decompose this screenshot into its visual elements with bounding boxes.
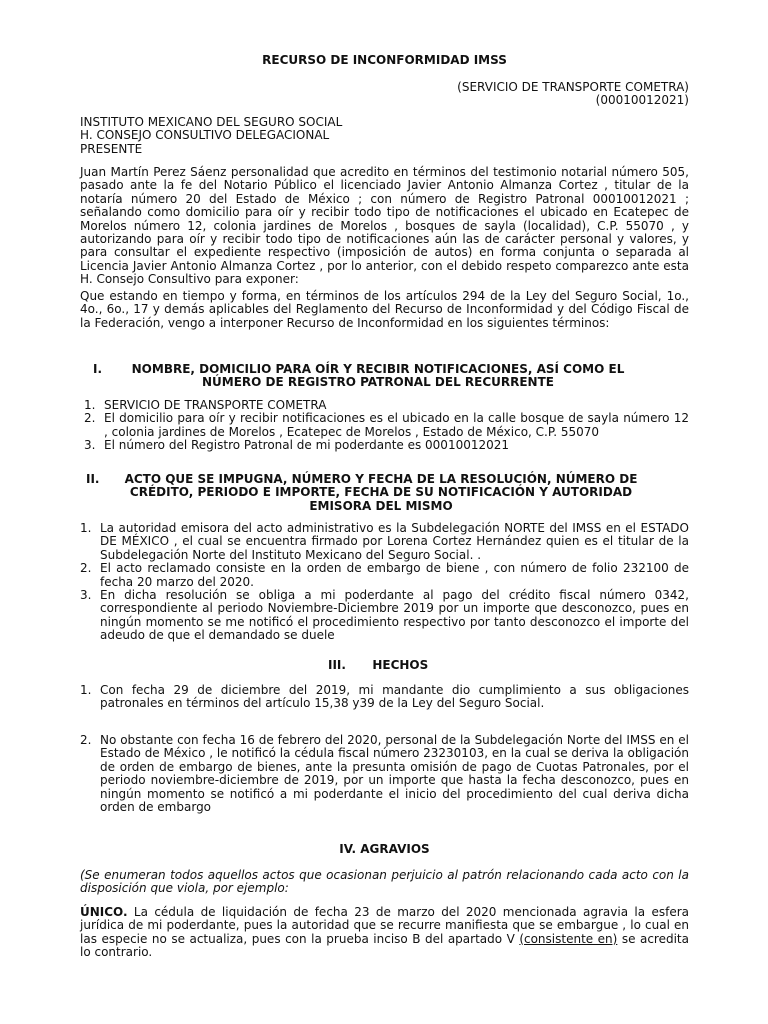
list-item: 1. Con fecha 29 de diciembre del 2019, mi mandante dio cumplimiento a sus obligaciones patronales en términos del artículo 15,38 y39 de la Ley del Seguro Social. [80, 683, 689, 711]
unico-text-end: se acredita lo contrario. [80, 931, 689, 960]
section-3-heading [328, 659, 458, 672]
registry-line: (00010012021) [595, 93, 689, 107]
second-paragraph: Que estando en tiempo y forma, en términos de los artículos 294 de la Ley del Seguro Social, 1o., 4o., 6o., 17 y demás aplicables del Reglamento del Recurso de Inconformidad y del Código Fiscal de la Federación, vengo a interponer Recurso de Inconformidad en los siguientes términos: [80, 289, 689, 330]
addressee-line: INSTITUTO MEXICANO DEL SEGURO SOCIAL [80, 115, 343, 129]
addressee-block [80, 116, 689, 156]
document-title: RECURSO DE INCONFORMIDAD IMSS [262, 53, 507, 67]
list-item: 2. No obstante con fecha 16 de febrero del 2020, personal de la Subdelegación Norte del IMSS en el Estado de México , le notificó la cédula fiscal número 23230103, en la cual se deriva la obligación de orden de embargo de bienes, ante la presunta omisión de pago de Cuotas Patronales, por el periodo noviembre-diciembre de 2019, por un importe que hasta la fecha desconozco, pues en ningún momento se notificó a mi poderdante el inicio del procedimiento del cual deriva dicha orden de embargo [80, 733, 689, 815]
heading-line: NÚMERO DE REGISTRO PATRONAL DEL RECURRENTE [202, 375, 554, 390]
heading-line: HECHOS [372, 658, 429, 672]
list-item: 2. El acto reclamado consiste en la orden de embargo de biene , con número de folio 232100 de fecha 20 marzo del 2020. [80, 561, 689, 589]
unico-paragraph [80, 906, 689, 960]
section-2-list [80, 522, 689, 643]
addressee-line: H. CONSEJO CONSULTIVO DELEGACIONAL [80, 128, 330, 143]
agravios-note: (Se enumeran todos aquellos actos que ocasionan perjuicio al patrón relacionando cada acto con la disposición que viola, por ejemplo: [80, 868, 689, 896]
list-item: 1. SERVICIO DE TRANSPORTE COMETRA [84, 398, 327, 412]
list-item: 2. El domicilio para oír y recibir notificaciones es el ubicado en la calle bosque de sayla número 12 , colonia jardines de Morelos , Ecatepec de Morelos , Estado de México, C.P. 55070 [84, 411, 689, 439]
section-1-heading [93, 363, 663, 390]
section-numeral: I. [93, 362, 103, 376]
heading-line: CRÉDITO, PERIODO E IMPORTE, FECHA DE SU NOTIFICACIÓN Y AUTORIDAD [129, 485, 633, 500]
intro-paragraph: Juan Martín Perez Sáenz personalidad que acredito en términos del testimonio notarial número 505, pasado ante la fe del Notario Público el licenciado Javier Antonio Almanza Cortez , titular de la notaría número 20 del Estado de México ; con número de Registro Patronal 00010012021 ; señalando como domicilio para oír y recibir todo tipo de notificaciones el ubicado en Ecatepec de Morelos número 12, colonia jardines de Morelos , bosques de sayla (localidad), C.P. 55070 , y autorizando para oír y recibir todo tipo de notificaciones aún las de carácter personal y valores, y para consultar el expediente respectivo (imposición de autos) en forma conjunta o separada al Licencia Javier Antonio Almanza Cortez , por lo anterior, con el debido respeto comparezco ante esta H. Consejo Consultivo para exponer: [80, 165, 689, 287]
section-3-list-1 [80, 684, 689, 711]
unico-label: ÚNICO. [80, 905, 128, 919]
section-numeral: II. [86, 472, 100, 486]
heading-line: ACTO QUE SE IMPUGNA, NÚMERO Y FECHA DE LA RESOLUCIÓN, NÚMERO DE [124, 472, 638, 486]
service-line: (SERVICIO DE TRANSPORTE COMETRA) [457, 80, 689, 94]
unico-text: La cédula de liquidación de fecha 23 de marzo del 2020 mencionada agravia la esfera jurídica de mi poderdante, pues la autoridad que se recurre manifiesta que se embargue , lo cual en las especie no se actualiza, pues con la prueba inciso B del apartado V [80, 905, 689, 946]
list-item: 3. En dicha resolución se obliga a mi poderdante al pago del crédito fiscal número 0342, correspondiente al periodo Noviembre-Diciembre 2019 por un importe que desconozco, pues en ningún momento se me notificó el procedimiento respectivo por tanto desconozco el importe del adeudo de que el demandado se duele [80, 588, 689, 643]
section-2-heading [86, 473, 676, 513]
list-item: 3. El número del Registro Patronal de mi poderdante es 00010012021 [84, 438, 510, 453]
section-4-heading: IV. AGRAVIOS [339, 842, 430, 856]
list-item: 1. La autoridad emisora del acto administrativo es la Subdelegación NORTE del IMSS en el ESTADO DE MÉXICO , el cual se encuentra firmado por Lorena Cortez Hernández quien es el titular de la Subdelegación Norte del Instituto Mexicano del Seguro Social. . [80, 521, 689, 562]
heading-line: EMISORA DEL MISMO [309, 498, 453, 513]
addressee-line: PRESENTE [80, 141, 143, 156]
section-3-list-2 [80, 734, 689, 814]
heading-line: NOMBRE, DOMICILIO PARA OÍR Y RECIBIR NOTIFICACIONES, ASÍ COMO EL [131, 362, 625, 376]
unico-underlined-text: (consistente en) [519, 931, 618, 946]
section-1-list [84, 399, 689, 453]
section-numeral: III. [328, 658, 346, 672]
